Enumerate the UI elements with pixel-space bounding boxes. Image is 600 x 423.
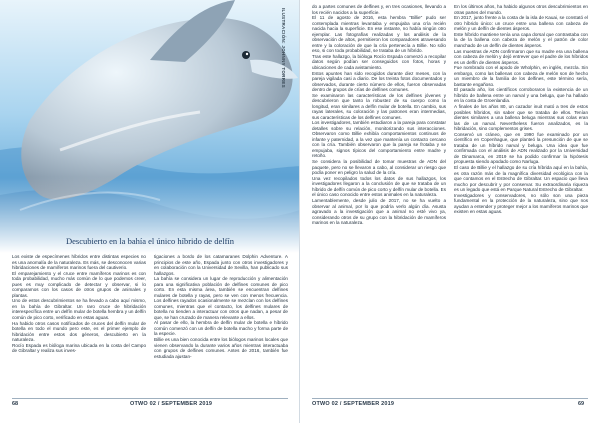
right-page-body — [312, 4, 588, 400]
paragraph: Se considera la posibilidad de tomar muestras de ADN del paquete, pero no se llevaron a cabo, al considerar un riesgo que podía poner en peligro la salud de la cría. — [312, 159, 446, 176]
paragraph: Lamentablemente, desde julio de 2017, no se ha vuelto a observar al animal, por lo que podría verlo algún día. Asusta agravado a la investigación que a animal no esté vivo ya, considerando otros de su grupo con la hibridación de mamíferos marinos en la naturaleza. — [312, 198, 446, 225]
paragraph: Billie es una bien conocida entre los biólogos marinos locales que vienen observando la durante varios años mientras interactuaba con grupos de delfines comunes. Antes de 2016, también fue estudiada ajustan- — [154, 337, 288, 359]
paragraph: Este híbrido mantiene tenía una capa dorsal que contrastaba con la de la ballena con cabeza de melón y el patrón de color manchado de un delfín de dientes ásperos. — [454, 31, 588, 48]
right-column-1 — [312, 4, 446, 400]
photo-credit-text: ILUSTRACIÓN: JOHNNY TORRES — [281, 8, 286, 88]
paragraph: Los existe de especímenes híbridos entre distintas especies no es una anomalía de la naturaleza. Es más, se desconocen varias hibridaciones de mamíferos marinos fuera del cautiverio. — [12, 254, 146, 270]
photo-credit — [278, 8, 286, 128]
footer-rule — [12, 398, 288, 399]
magazine-issue-right: OTWO 02 / SEPTEMBER 2019 — [312, 401, 395, 407]
dolphin-illustration — [0, 0, 300, 253]
paragraph: Se examinaron las características de los delfines jóvenes y descubrieron que tanto la robustez de su cuerpo como la longitud, eran similares a delfín mular de botella. En cambio, sus rayas laterales, su coloración y las patrones eran intermedias, sus características de los delfines comunes. — [312, 92, 446, 120]
paragraph: En los últimos años, ha habido algunos otros descubrimientos en otras partes del mundo. — [454, 4, 588, 15]
paragraph: El 11 de agosto de 2016, esta hembra "Billie" pudo ser contemplada mientras levantaba y empujaba una cría recién nacida hacia la superficie. En ese instante, no había ningún otro ejemplar. Las fotografías realizadas y los análisis de la observación de altos, permitieron los comparadores atravesando entre y la coloración de que la cría pertenecía a Billie. No sólo eso, si con toda probabilidad, se trataba de un híbrido. — [312, 15, 446, 54]
paragraph: A finales de los años 80, un cazador inuit mató a tres de estos posibles híbridos, sin saber que se trataba de ellos. Tenían dientes similares a una ballena beluga mientras sus colas eran las de un narval. Nevertheless fueron analizados, es la hibridación, sino complementos grises. — [454, 104, 588, 132]
footer-rule — [312, 398, 588, 399]
paragraph: El emparejamiento y el cruce entre mamíferos marinos es con toda probabilidad, mucho más común de lo que podemos creer, pues es muy complicado de detectar y observar, si lo comparamos con los casos de otros grupos de animales y plantas. — [12, 270, 146, 298]
paragraph: tigaciones a bordo de los catamaranes Dolphin Adventure. A principios de este año, Espada junto con otros investigadores y en colaboración con la Universidad de Sevilla, han publicado sus hallazgos. — [154, 254, 288, 276]
dolphin-photo — [0, 0, 300, 253]
paragraph: Investigadores y conservadores, no sólo son una pieza fundamental en la protección de la naturaleza, sino que nos ayudan a entender y proteger mejor a los mamíferos marinos que existen en estas aguas. — [454, 192, 588, 215]
right-page — [300, 0, 600, 423]
paragraph: Rocío Espada es bióloga marina ubicada en la costa del Campo de Gibraltar y realiza sus inves- — [12, 342, 146, 354]
page-number-left: 68 — [12, 401, 19, 407]
magazine-issue-left: OTWO 02 / SEPTEMBER 2019 — [130, 401, 213, 407]
left-column-1 — [12, 254, 146, 400]
paragraph: Los investigadores, también estudiaron a la pareja para constatar detalles sobre su relación, monitorizando sus interacciones. Observaron como Billie exhibía comportamientos continuos de infante y paternidad, a la vez que mantenía un contacto cercano con la cría. También observaron que la pareja se frotaba y se empujaba, signos típicos del comportamiento entre madre y retoño. — [312, 120, 446, 159]
paragraph: El caso de Billie y el hallazgo de su cría híbrida aquí en la bahía, es otra razón más de la magnífica diversidad ecológica con la que contamos en el Estrecho de Gibraltar. Un espacio que lleva mucho por descubrir y por conservar. Su extraordinaria riqueza es un legado que está en Parque Natural Estrecho de Gibraltar. — [454, 165, 588, 192]
paragraph: Fue nombrado con el apodo de Wholphin, en inglés, mezcla. Sin embargo, como las ballenas con cabeza de melón son de hecho un miembro de la familia de los delfines, este término sería, bastante engañoso. — [454, 65, 588, 87]
paragraph: Al pasar de ello, la hembra de delfín mular de botella e híbrido común comenzó con un delfín de botella macho y forma parte de la especie. — [154, 320, 288, 337]
page-number-right: 69 — [578, 401, 585, 407]
paragraph: Uno de estos descubrimientos se ha llevado a cabo aquí mismo, en la bahía de Gibraltar. Un raro cruce de hibridación interespecífica entre un delfín mular de botella hembra y un delfín común de pico corto, verificado en estas aguas. — [12, 298, 146, 320]
paragraph: Las muestras de ADN confirmaron que su madre era una ballena con cabeza de melón y dejó entrever que el padre de los híbridos es un delfín de dientes ásperos. — [454, 48, 588, 65]
paragraph: Una vez recopilados todos los datos de sus hallazgos, los investigadores llegaron a la conclusión de que se trataba de un híbrido de delfín común de pico corto y delfín mular de botella. Es el único caso conocido entre estos animales en la naturaleza. — [312, 175, 446, 198]
paragraph: El pasado año, los científicos corroboraron la existencia de un híbrido de ballena entre un narval y una beluga, que ha hallado en la costa de Groenlandia. — [454, 87, 588, 104]
left-column-2 — [154, 254, 288, 400]
paragraph: La bahía se considera un lugar de reproducción y alimentación para una significativa población de delfines comunes de pico corto. En esta misma área, también se encuentran delfines mulares de botella y rayas, pero se ven con menos frecuencia. Los delfines rayados ocasionalmente se mezclan con los delfines comunes, mientras que el contacto, los delfines mulares de botella no tienden a interactuar con otros que nadan, a pesar de que, se han cruzado de manera relevante a ellos. — [154, 276, 288, 320]
paragraph: Estos apuntes han sido recogidos durante diez meses, con la pareja vigilada casi a diario. De los treinta fotos documentados y observados, durante cierto número de ellos, fueron observadas dentro de grupos de crías de delfines comunes. — [312, 70, 446, 93]
left-page-body — [12, 254, 288, 400]
paragraph: Tras este hallazgo, la bióloga Rocío Espada comenzó a recopilar datos según podían ser conseguidos con fotos, horas y ubicaciones de cada avistamiento. — [312, 53, 446, 70]
photo-caption: Descubierto en la bahía el único híbrido de delfín — [65, 236, 235, 246]
paragraph: do a partes comunes de delfines y, en tres ocasiones, llevando a los recién nacidos a la superficie. — [312, 4, 446, 15]
paragraph: Ha habido otros casos notificados de cruces del delfín mular de botella en todo el mundo pero este, es el primer ejemplo de hibridación entre estos dos géneros, descubierto en la naturaleza. — [12, 320, 146, 343]
paragraph: En 2017, junto frente a la costa de la isla de Kauai, se constató el otro híbrido único: un cruce entre una ballena con cabeza de melón y un delfín de dientes ásperos. — [454, 15, 588, 32]
right-column-2 — [454, 4, 588, 400]
paragraph: Conservó un cráneo, que en 1990 fue examinado por un científico en Copenhague, que planteó la presunción de que se trataba de un híbrido narval y beluga. Una idea que fue confirmada con el análisis de ADN realizado por la Universidad de Dinamarca, en 2019 se ha podido confirmar la hipótesis propuesta siendo apodado como Narluga. — [454, 131, 588, 165]
